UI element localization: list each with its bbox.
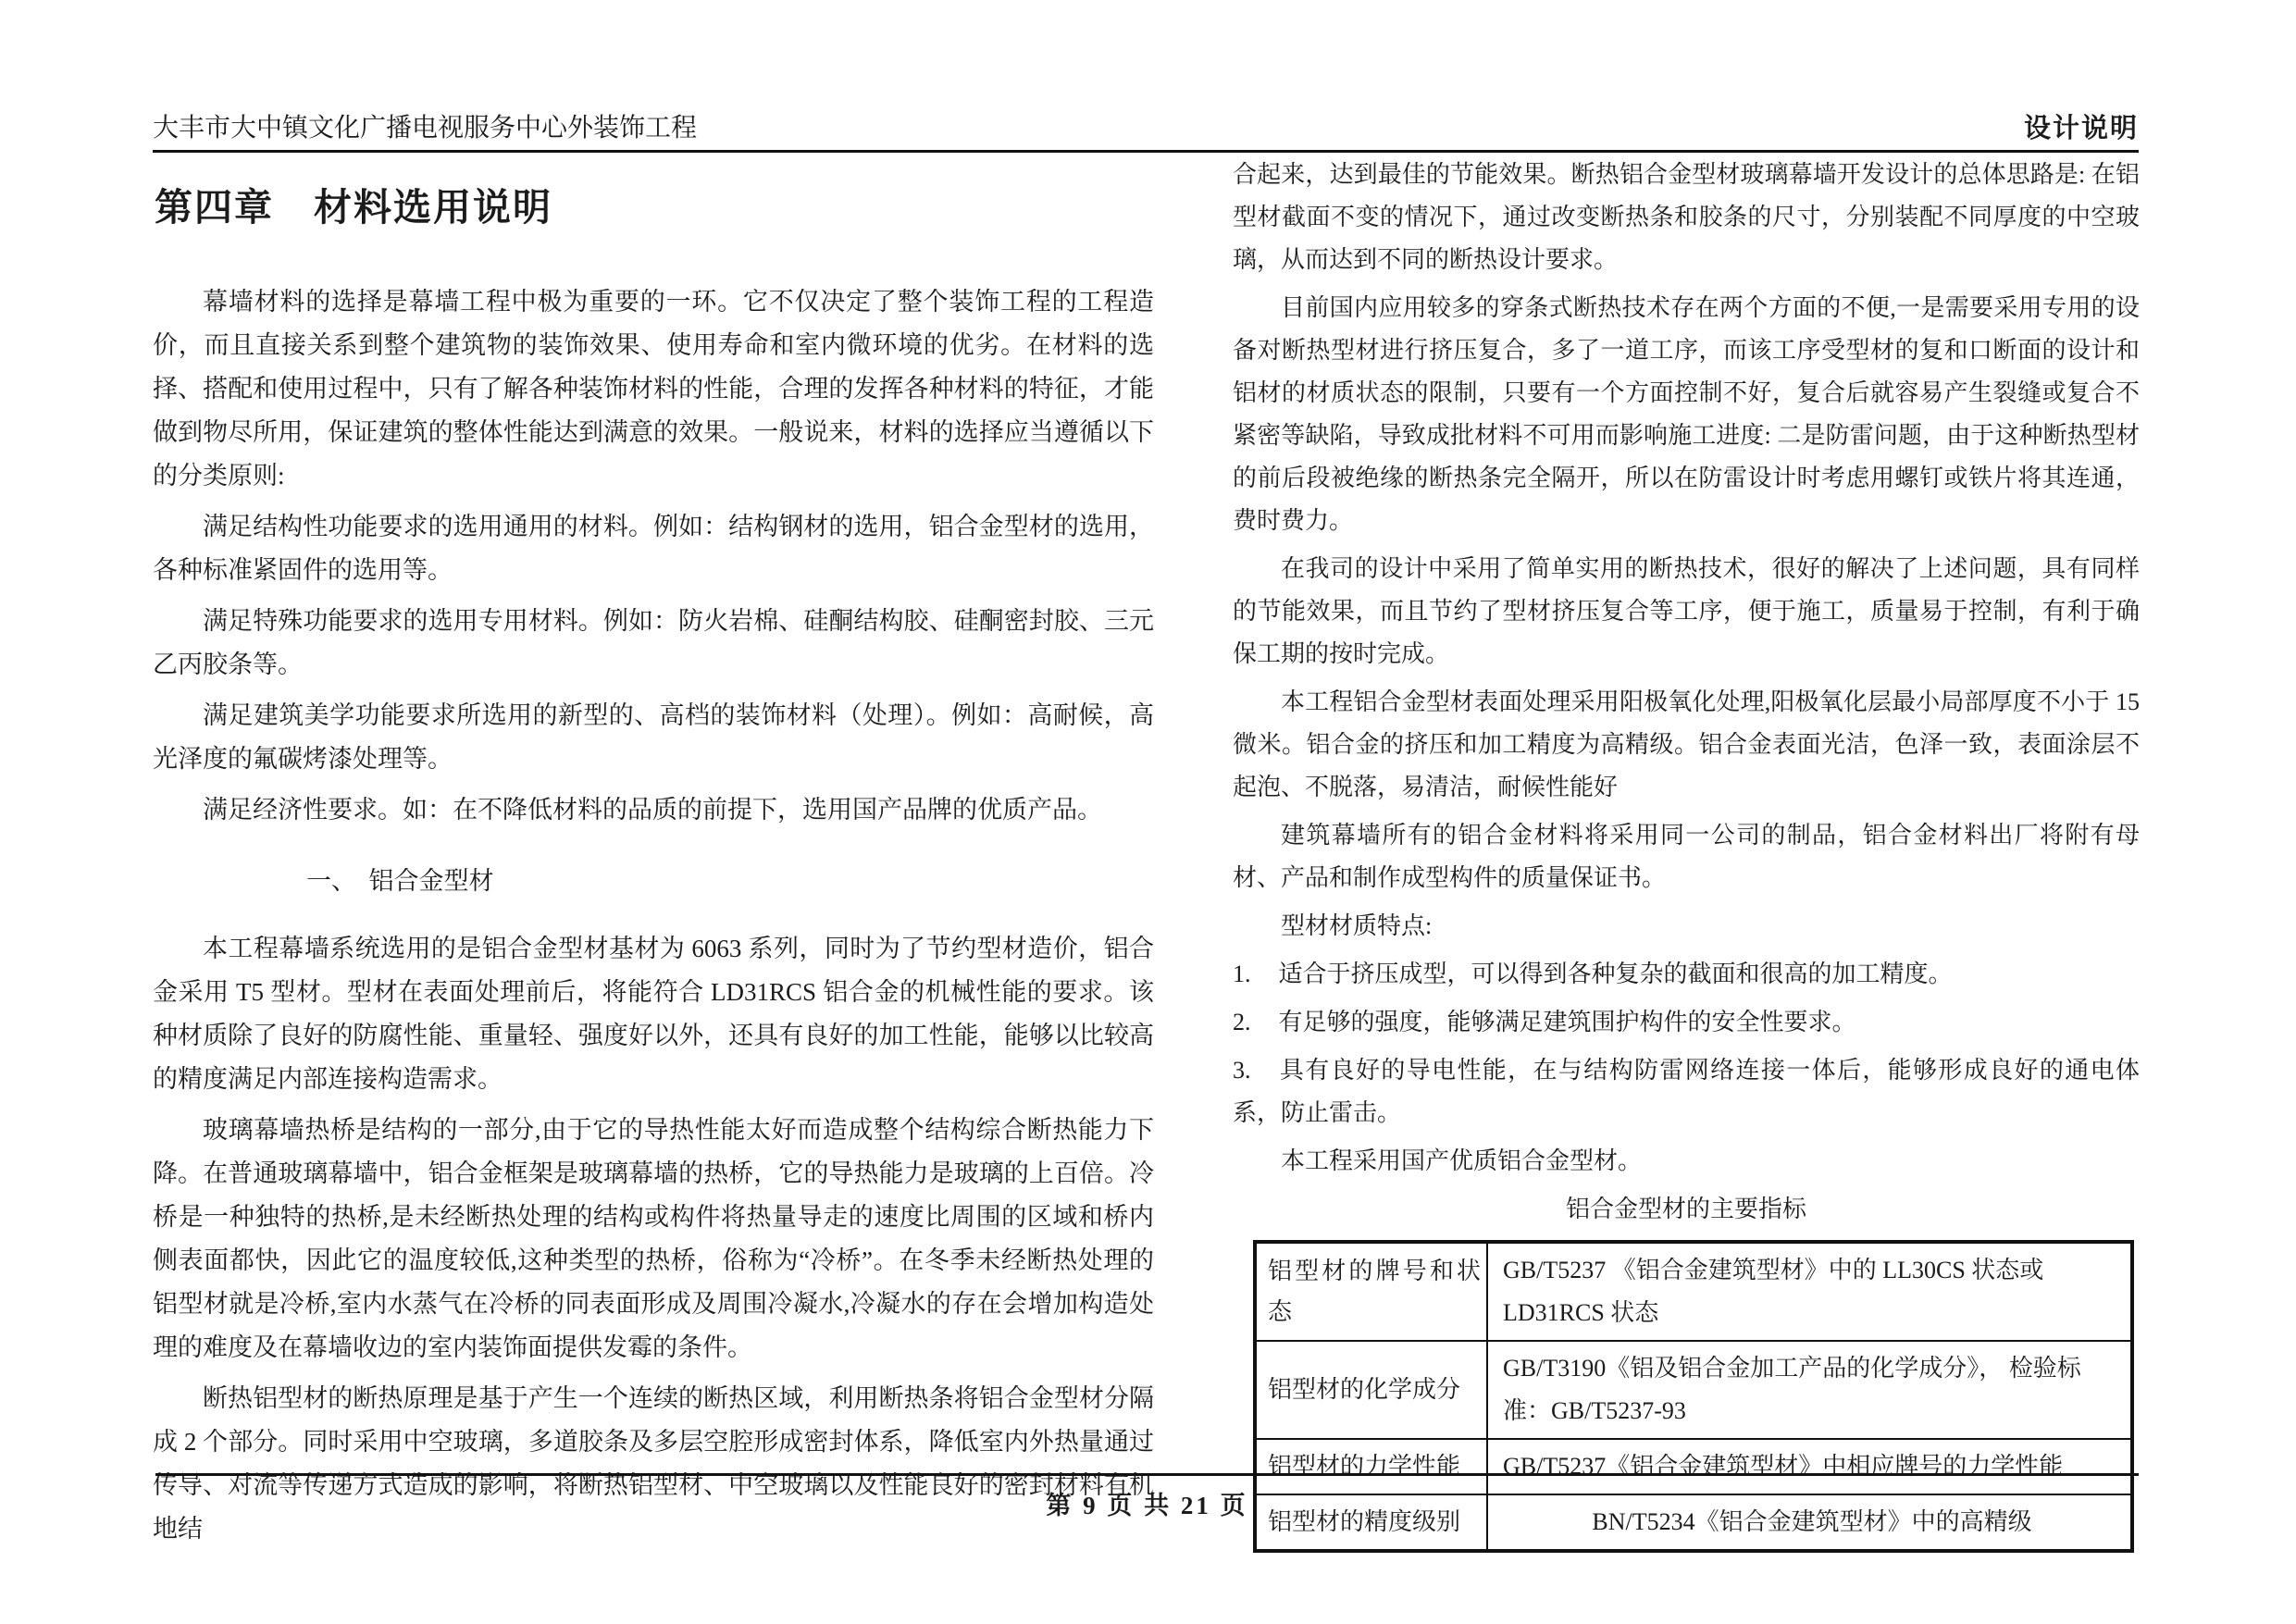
- paragraph: 在我司的设计中采用了简单实用的断热技术，很好的解决了上述问题，具有同样的节能效果，而且节约了型材挤压复合等工序，便于施工，质量易于控制，有利于确保工期的按时完成。: [1233, 555, 2140, 667]
- header-project-title: 大丰市大中镇文化广播电视服务中心外装饰工程: [153, 114, 698, 143]
- page-header: [153, 113, 2139, 153]
- right-column: [1233, 154, 2140, 1553]
- page-number: 第 9 页 共 21 页: [1046, 1492, 1248, 1519]
- table-row-value: BN/T5234《铝合金建筑型材》中的高精级: [1487, 1494, 2132, 1551]
- table-row: [1255, 1341, 2132, 1439]
- table-row-value: GB/T3190《铝及铝合金加工产品的化学成分》， 检验标准：GB/T5237-93: [1487, 1341, 2132, 1439]
- list-item: [1233, 1001, 2140, 1044]
- paragraph: 合起来，达到最佳的节能效果。断热铝合金型材玻璃幕墙开发设计的总体思路是: 在铝型材截面不变的情况下，通过改变断热条和胶条的尺寸，分别装配不同厚度的中空玻璃，从而达到不同的断热设计要求。: [1233, 161, 2140, 273]
- paragraph: 建筑幕墙所有的铝合金材料将采用同一公司的制品，铝合金材料出厂将附有母材、产品和制作成型构件的质量保证书。: [1233, 822, 2140, 891]
- list-item-number: 1.: [1233, 961, 1251, 987]
- paragraph: 目前国内应用较多的穿条式断热技术存在两个方面的不便,一是需要采用专用的设备对断热型材进行挤压复合，多了一道工序，而该工序受型材的复和口断面的设计和铝材的材质状态的限制，只要有一个方面控制不好，复合后就容易产生裂缝或复合不紧密等缺陷，导致成批材料不可用而影响施工进度: 二是防雷问题，由于这种断热型材的前后段被绝缘的断热条完全隔开，所以在防雷设计时考虑用螺钉或铁片将其连通，费时费力。: [1233, 294, 2140, 534]
- header-doc-type: 设计说明: [2023, 114, 2139, 143]
- table-row-label: 铝型材的化学成分: [1255, 1341, 1487, 1439]
- paragraph: 满足特殊功能要求的选用专用材料。例如：防火岩棉、硅酮结构胶、硅酮密封胶、三元乙丙胶条等。: [153, 607, 1154, 678]
- list-item: [1233, 1049, 2140, 1134]
- table-row-label: 铝型材的精度级别: [1255, 1494, 1487, 1551]
- list-item-number: 3.: [1233, 1057, 1251, 1084]
- table-row-value: GB/T5237《铝合金建筑型材》中相应牌号的力学性能: [1487, 1439, 2132, 1494]
- list-item-text: 有足够的强度，能够满足建筑围护构件的安全性要求。: [1278, 1009, 1856, 1035]
- table-row-label: 铝型材的力学性能: [1255, 1439, 1487, 1494]
- section-heading: 一、 铝合金型材: [306, 867, 494, 895]
- paragraph: 断热铝型材的断热原理是基于产生一个连续的断热区域，利用断热条将铝合金型材分隔成 2 个部分。同时采用中空玻璃，多道胶条及多层空腔形成密封体系，降低室内外热量通过传导、对流等传递方式造成的影响，将断热铝型材、中空玻璃以及性能良好的密封材料有机地结: [153, 1384, 1154, 1543]
- paragraph: 满足建筑美学功能要求所选用的新型的、高档的装饰材料（处理）。例如：高耐候，高光泽度的氟碳烤漆处理等。: [153, 701, 1154, 773]
- paragraph: 本工程铝合金型材表面处理采用阳极氧化处理,阳极氧化层最小局部厚度不小于 15 微米。铝合金的挤压和加工精度为高精级。铝合金表面光洁，色泽一致，表面涂层不起泡、不脱落，易清洁，耐候性能好: [1233, 688, 2140, 800]
- paragraph: 本工程采用国产优质铝合金型材。: [1281, 1147, 1643, 1174]
- table-row: [1255, 1242, 2132, 1341]
- table-row-label: 铝型材的牌号和状态: [1255, 1242, 1487, 1341]
- paragraph: 满足经济性要求。如：在不降低材料的品质的前提下，选用国产品牌的优质产品。: [203, 796, 1102, 824]
- list-item-number: 2.: [1233, 1009, 1251, 1035]
- paragraph: 满足结构性功能要求的选用通用的材料。例如：结构钢材的选用，铝合金型材的选用，各种标准紧固件的选用等。: [153, 513, 1154, 584]
- paragraph: 幕墙材料的选择是幕墙工程中极为重要的一环。它不仅决定了整个装饰工程的工程造价，而且直接关系到整个建筑物的装饰效果、使用寿命和室内微环境的优劣。在材料的选择、搭配和使用过程中，只有了解各种装饰材料的性能，合理的发挥各种材料的特征，才能做到物尽所用，保证建筑的整体性能达到满意的效果。一般说来，材料的选择应当遵循以下的分类原则:: [153, 288, 1154, 490]
- list-item-text: 具有良好的导电性能，在与结构防雷网络连接一体后，能够形成良好的通电体系，防止雷击。: [1233, 1057, 2140, 1126]
- table-row-value: GB/T5237 《铝合金建筑型材》中的 LL30CS 状态或 LD31RCS 状态: [1487, 1242, 2132, 1341]
- chapter-title: 第四章 材料选用说明: [155, 186, 552, 229]
- paragraph: 玻璃幕墙热桥是结构的一部分,由于它的导热性能太好而造成整个结构综合断热能力下降。在普通玻璃幕墙中，铝合金框架是玻璃幕墙的热桥，它的导热能力是玻璃的上百倍。冷桥是一种独特的热桥,是未经断热处理的结构或构件将热量导走的速度比周围的区域和桥内侧表面都快，因此它的温度较低,这种类型的热桥，俗称为“冷桥”。在冬季未经断热处理的铝型材就是冷桥,室内水蒸气在冷桥的同表面形成及周围冷凝水,冷凝水的存在会增加构造处理的难度及在幕墙收边的室内装饰面提供发霉的条件。: [153, 1116, 1154, 1361]
- paragraph: 本工程幕墙系统选用的是铝合金型材基材为 6063 系列，同时为了节约型材造价，铝合金采用 T5 型材。型材在表面处理前后，将能符合 LD31RCS 铝合金的机械性能的要求。该种材质除了良好的防腐性能、重量轻、强度好以外，还具有良好的加工性能，能够以比较高的精度满足内部连接构造需求。: [153, 935, 1154, 1093]
- list-item-text: 适合于挤压成型，可以得到各种复杂的截面和很高的加工精度。: [1278, 961, 1953, 987]
- left-column: [153, 185, 1154, 1558]
- table-caption: 铝合金型材的主要指标: [1565, 1196, 1806, 1222]
- list-item: [1233, 953, 2140, 996]
- paragraph: 型材材质特点:: [1281, 912, 1433, 939]
- page-footer: [155, 1473, 2139, 1521]
